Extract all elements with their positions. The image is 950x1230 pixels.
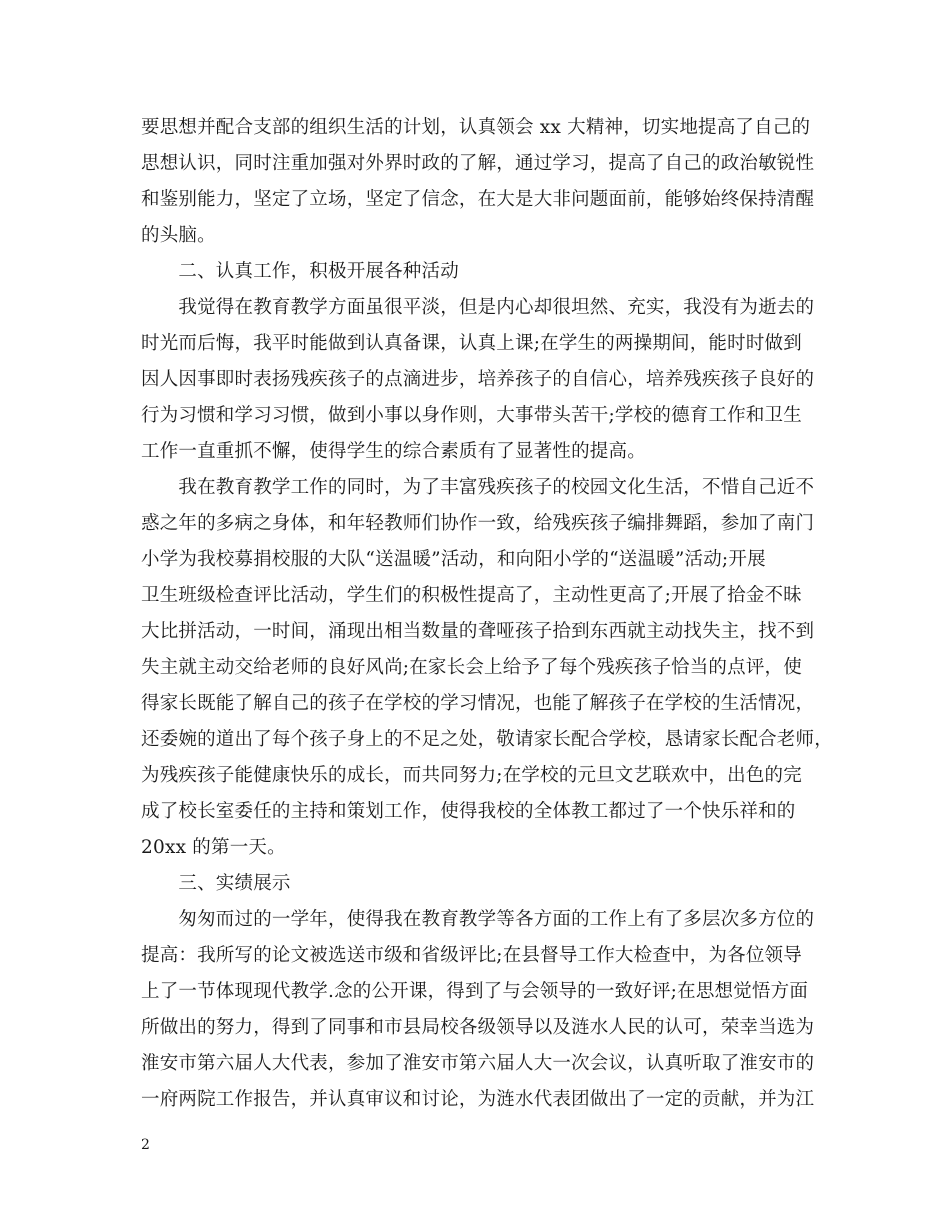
text-line: 得家长既能了解自己的孩子在学校的学习情况，也能了解孩子在学校的生活情况， — [141, 693, 815, 714]
text-line: 匆匆而过的一学年，使得我在教育教学等各方面的工作上有了多层次多方位的 — [141, 909, 815, 930]
text-line: 思想认识，同时注重加强对外界时政的了解，通过学习，提高了自己的政治敏锐性 — [141, 153, 815, 174]
text-line: 还委婉的道出了每个孩子身上的不足之处，敬请家长配合学校，恳请家长配合老师， — [141, 729, 833, 750]
text-line: 成了校长室委任的主持和策划工作，使得我校的全体教工都过了一个快乐祥和的 — [141, 801, 796, 822]
text-line: 提高：我所写的论文被选送市级和省级评比;在县督导工作大检查中，为各位领导 — [141, 945, 802, 966]
text-line: 小学为我校募捐校服的大队“送温暖”活动，和向阳小学的“送温暖”活动;开展 — [141, 549, 766, 570]
text-line: 卫生班级检查评比活动，学生们的积极性提高了，主动性更高了;开展了拾金不昧 — [141, 585, 802, 606]
section-heading: 三、实绩展示 — [141, 873, 291, 894]
text-line: 惑之年的多病之身体，和年轻教师们协作一致，给残疾孩子编排舞蹈，参加了南门 — [141, 513, 815, 534]
text-line: 工作一直重抓不懈，使得学生的综合素质有了显著性的提高。 — [141, 441, 646, 462]
page-number: 2 — [141, 1137, 150, 1153]
text-line: 淮安市第六届人大代表，参加了淮安市第六届人大一次会议，认真听取了淮安市的 — [141, 1053, 815, 1074]
text-line: 行为习惯和学习习惯，做到小事以身作则，大事带头苦干;学校的德育工作和卫生 — [141, 405, 802, 426]
text-line: 时光而后悔，我平时能做到认真备课，认真上课;在学生的两操期间，能时时做到 — [141, 333, 802, 354]
text-line: 因人因事即时表扬残疾孩子的点滴进步，培养孩子的自信心，培养残疾孩子良好的 — [141, 369, 815, 390]
text-line: 要思想并配合支部的组织生活的计划，认真领会 xx 大精神，切实地提高了自己的 — [141, 117, 811, 138]
text-line: 20xx 的第一天。 — [141, 837, 286, 858]
text-line: 所做出的努力，得到了同事和市县局校各级领导以及涟水人民的认可，荣幸当选为 — [141, 1017, 815, 1038]
text-line: 和鉴别能力，坚定了立场，坚定了信念，在大是大非问题面前，能够始终保持清醒 — [141, 189, 815, 210]
text-line: 为残疾孩子能健康快乐的成长，而共同努力;在学校的元旦文艺联欢中，出色的完 — [141, 765, 802, 786]
text-line: 上了一节体现现代教学.念的公开课，得到了与会领导的一致好评;在思想觉悟方面 — [141, 981, 809, 1002]
text-line: 我觉得在教育教学方面虽很平淡，但是内心却很坦然、充实，我没有为逝去的 — [141, 297, 815, 318]
section-heading: 二、认真工作，积极开展各种活动 — [141, 261, 459, 282]
text-line: 我在教育教学工作的同时，为了丰富残疾孩子的校园文化生活，不惜自己近不 — [141, 477, 815, 498]
text-line: 一府两院工作报告，并认真审议和讨论，为涟水代表团做出了一定的贡献，并为江 — [141, 1089, 815, 1110]
text-line: 大比拼活动，一时间，涌现出相当数量的聋哑孩子拾到东西就主动找失主，找不到 — [141, 621, 815, 642]
text-line: 失主就主动交给老师的良好风尚;在家长会上给予了每个残疾孩子恰当的点评，使 — [141, 657, 802, 678]
text-line: 的头脑。 — [141, 225, 216, 246]
